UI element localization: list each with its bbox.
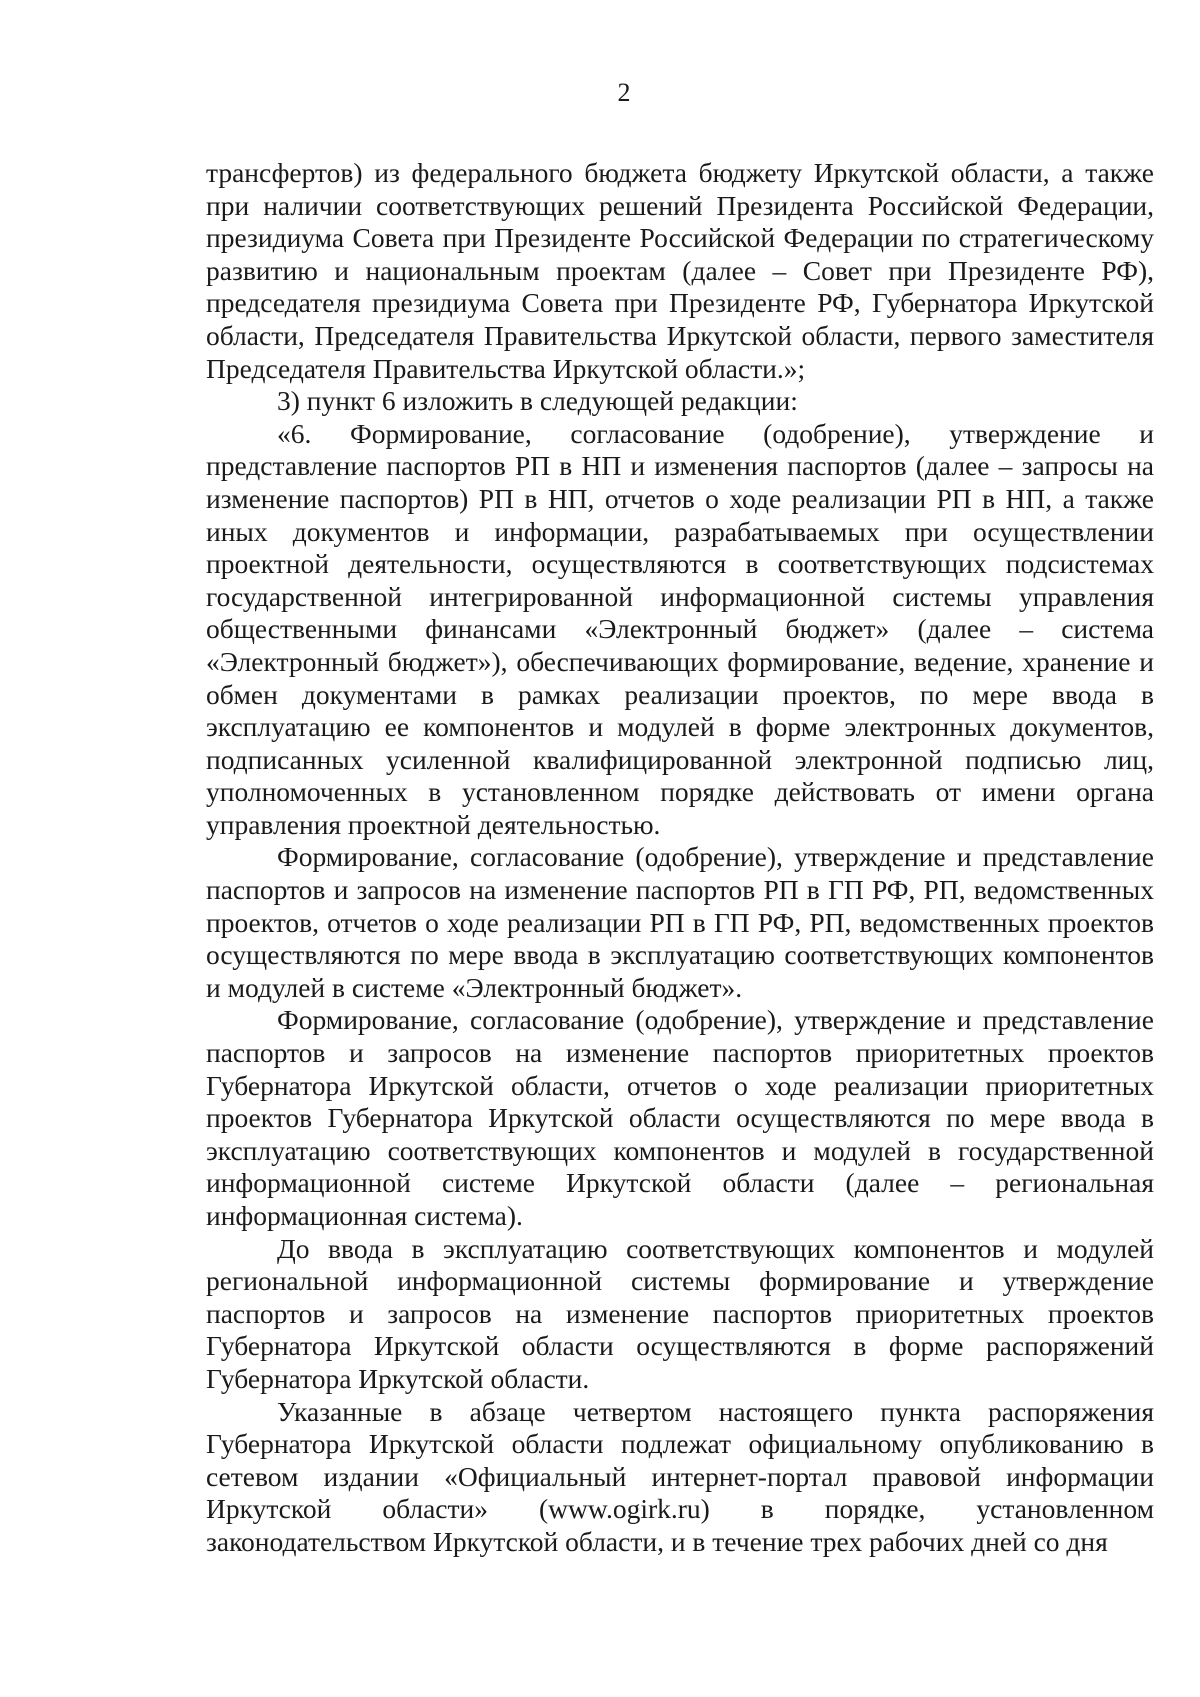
paragraph-continuation: трансфертов) из федерального бюджета бюджету Иркутской области, а также при наличии соответствующих решений Президента Российской Федерации, президиума Совета при Президенте Российской Федерации по стратегическому развитию и национальным проектам (далее – Совет при Президенте РФ), председателя президиума Совета при Президенте РФ, Губернатора Иркутской области, Председателя Правительства Иркутской области, первого заместителя Председателя Правительства Иркутской области.»; bbox=[206, 157, 1154, 384]
paragraph-item-3: 3) пункт 6 изложить в следующей редакции: bbox=[277, 385, 798, 417]
paragraph-publication: Указанные в абзаце четвертом настоящего пункта распоряжения Губернатора Иркутской области подлежат официальному опубликованию в сетевом издании «Официальный интернет-портал правовой информации Иркутской области» (www.ogirk.ru) в порядке, установленном законодательством Иркутской области, и в течение трех рабочих дней со дня bbox=[206, 1395, 1154, 1557]
paragraph-before-commissioning: До ввода в эксплуатацию соответствующих компонентов и модулей региональной информационной системы формирование и утверждение паспортов и запросов на изменение паспортов приоритетных проектов Губернатора Иркутской области осуществляются в форме распоряжений Губернатора Иркутской области. bbox=[206, 1232, 1154, 1394]
paragraph-electronic-budget: Формирование, согласование (одобрение), утверждение и представление паспортов и запросов на изменение паспортов РП в ГП РФ, РП, ведомственных проектов, отчетов о ходе реализации РП в ГП РФ, РП, ведомственных проектов осуществляются по мере ввода в эксплуатацию соответствующих компонентов и модулей в системе «Электронный бюджет». bbox=[206, 841, 1154, 1003]
paragraph-priority-projects: Формирование, согласование (одобрение), утверждение и представление паспортов и запросов на изменение паспортов приоритетных проектов Губернатора Иркутской области, отчетов о ходе реализации приоритетных проектов Губернатора Иркутской области осуществляются по мере ввода в эксплуатацию соответствующих компонентов и модулей в государственной информационной системе Иркутской области (далее – региональная информационная система). bbox=[206, 1004, 1154, 1231]
document-body bbox=[206, 157, 1154, 1559]
paragraph-point-6: «6. Формирование, согласование (одобрение), утверждение и представление паспортов РП в НП и изменения паспортов (далее – запросы на изменение паспортов) РП в НП, отчетов о ходе реализации РП в НП, а также иных документов и информации, разрабатываемых при осуществлении проектной деятельности, осуществляются в соответствующих подсистемах государственной интегрированной информационной системы управления общественными финансами «Электронный бюджет» (далее – система «Электронный бюджет»), обеспечивающих формирование, ведение, хранение и обмен документами в рамках реализации проектов, по мере ввода в эксплуатацию ее компонентов и модулей в форме электронных документов, подписанных усиленной квалифицированной электронной подписью лиц, уполномоченных в установленном порядке действовать от имени органа управления проектной деятельностью. bbox=[206, 417, 1154, 840]
page-number: 2 bbox=[617, 78, 631, 107]
